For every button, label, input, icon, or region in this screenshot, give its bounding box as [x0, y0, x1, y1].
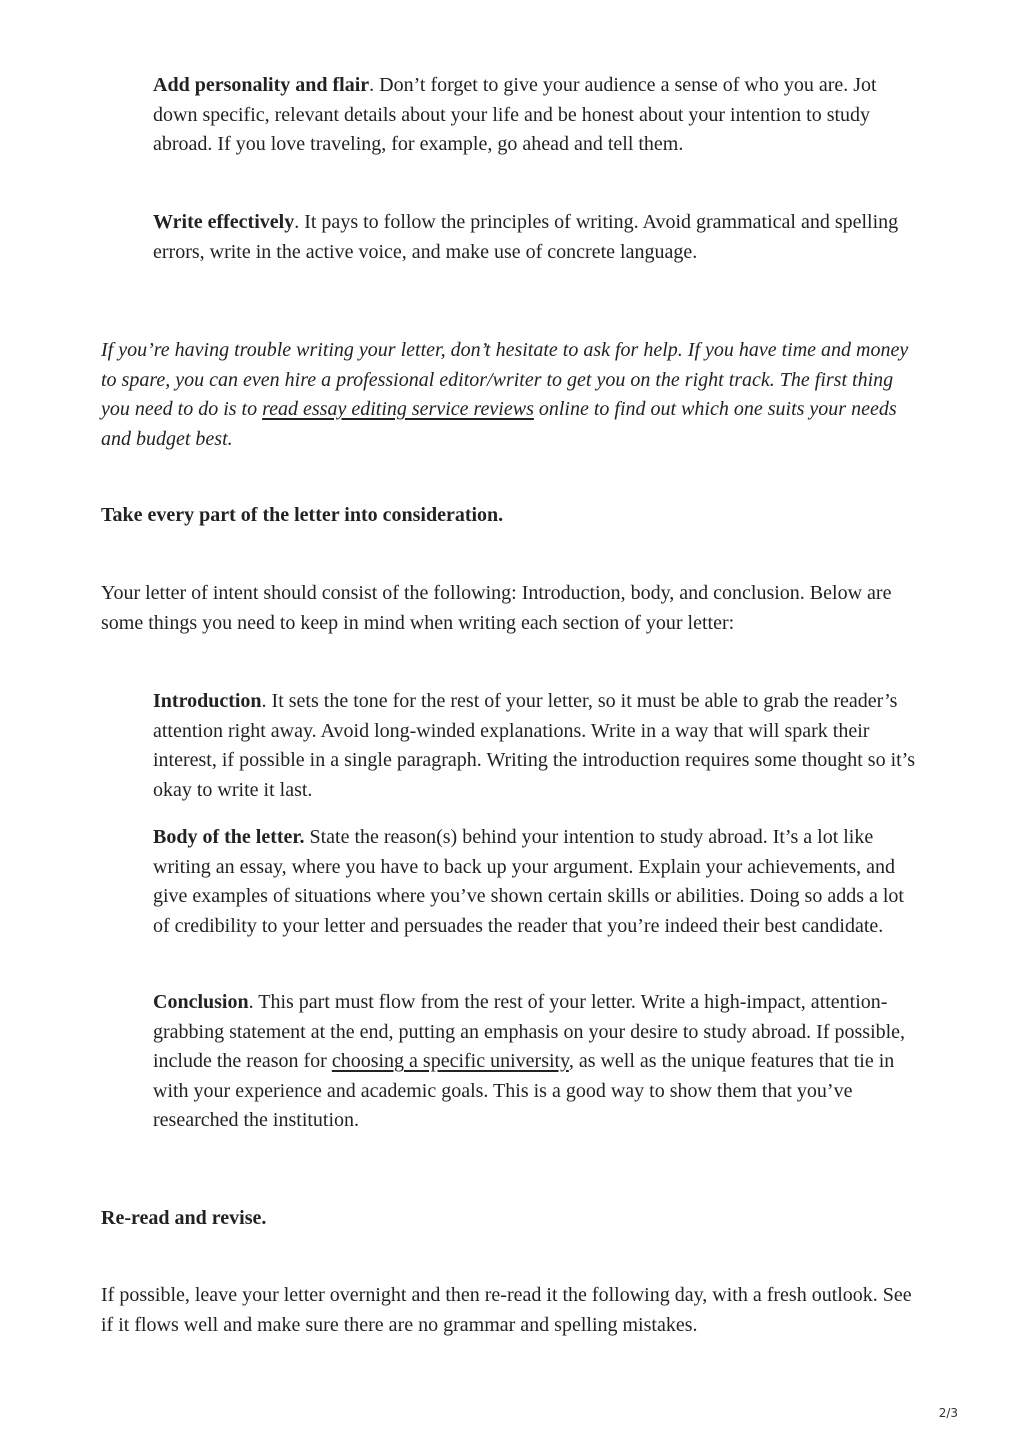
help-note-paragraph	[101, 336, 923, 454]
help-note-text-before: If you’re having trouble writing your letter, don’t hesitate to ask for help. If you have time and money to spare, you can even hire a professional editor/writer to get you on the right track. The first thing you need to do is to	[101, 339, 909, 420]
essay-editing-reviews-link[interactable]: read essay editing service reviews	[262, 398, 534, 420]
help-note-text-after: online to find out which one suits your needs and budget best.	[101, 398, 897, 450]
part-introduction-paragraph	[153, 687, 923, 805]
tip-personality-paragraph	[153, 71, 923, 160]
section-consideration-intro: Your letter of intent should consist of the following: Introduction, body, and conclusion. Below are some things you need to keep in mind when writing each section of your letter:	[101, 582, 892, 634]
choosing-university-link[interactable]: choosing a specific university	[331, 1050, 569, 1072]
tip-write-effectively-term: Write effectively	[153, 211, 295, 233]
page-number: 2/3	[938, 1406, 958, 1420]
part-introduction-term: Introduction	[153, 690, 262, 712]
part-conclusion-paragraph	[153, 988, 923, 1136]
part-conclusion-term: Conclusion	[153, 991, 249, 1013]
part-introduction-text: . It sets the tone for the rest of your letter, so it must be able to grab the reader’s attention right away. Avoid long-winded explanations. Write in a way that will spark their interest, if possible in a single paragraph. Writing the introduction requires some thought so it’s okay to write it last.	[153, 690, 916, 801]
section-revise-text: If possible, leave your letter overnight and then re-read it the following day, with a fresh outlook. See if it flows well and make sure there are no grammar and spelling mistakes.	[101, 1284, 912, 1336]
tip-write-effectively-text: . It pays to follow the principles of writing. Avoid grammatical and spelling errors, write in the active voice, and make use of concrete language.	[153, 211, 899, 263]
part-body-term: Body of the letter.	[153, 826, 305, 848]
part-conclusion-text-after: , as well as the unique features that tie in with your experience and academic goals. This is a good way to show them that you’ve researched the institution.	[153, 1050, 895, 1131]
part-body-paragraph	[153, 823, 923, 941]
tip-write-effectively-paragraph	[153, 208, 923, 267]
tip-personality-text: . Don’t forget to give your audience a sense of who you are. Jot down specific, relevant details about your life and be honest about your intention to study abroad. If you love traveling, for example, go ahead and tell them.	[153, 74, 877, 155]
part-body-text: State the reason(s) behind your intention to study abroad. It’s a lot like writing an essay, where you have to back up your argument. Explain your achievements, and give examples of situations where you’ve shown certain skills or abilities. Doing so adds a lot of credibility to your letter and persuades the reader that you’re indeed their best candidate.	[153, 826, 904, 937]
tip-personality-term: Add personality and flair	[153, 74, 370, 96]
section-heading-consideration: Take every part of the letter into consideration.	[101, 504, 504, 526]
section-heading-revise: Re-read and revise.	[101, 1207, 267, 1229]
part-conclusion-text-before: . This part must flow from the rest of your letter. Write a high-impact, attention-grabbing statement at the end, putting an emphasis on your desire to study abroad. If possible, include the reason for	[153, 991, 906, 1072]
